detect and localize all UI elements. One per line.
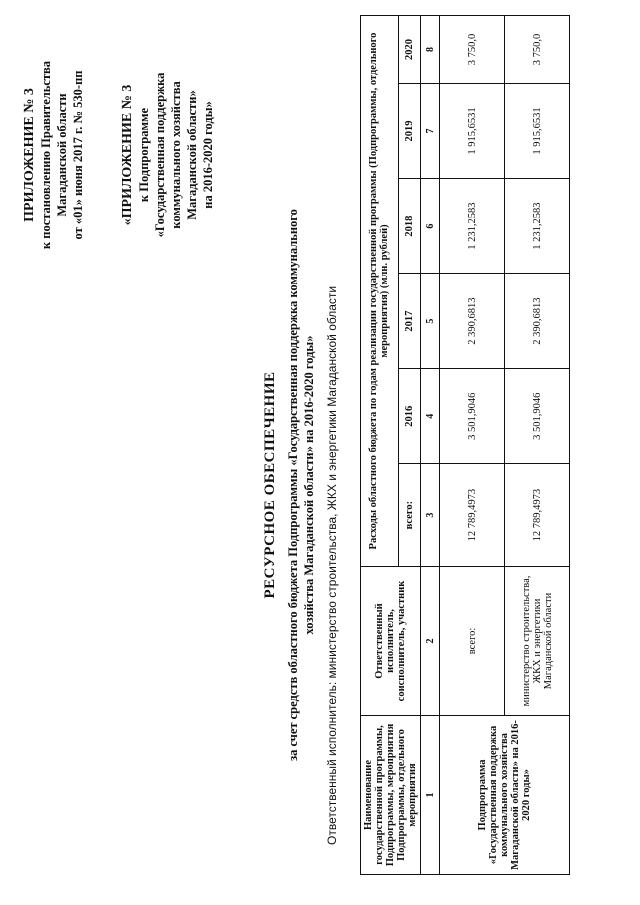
- executor-cell: министерство строительства, ЖКХ и энергетики Магаданской области: [505, 567, 570, 716]
- appendix-line: Магаданской области: [55, 93, 69, 217]
- document-subtitle: [285, 125, 317, 845]
- value-cell: 12 789,4973: [505, 464, 570, 567]
- column-number: 2: [421, 567, 440, 716]
- appendix-line: к постановлению Правительства: [39, 60, 53, 250]
- appendix-date-line: от «01» июня 2017 г. № 530-пп: [71, 70, 85, 240]
- header-year: 2018: [398, 179, 420, 274]
- table-row: [440, 16, 505, 875]
- subtitle-line: хозяйства Магаданской области» на 2016-2020 годы»: [302, 335, 316, 635]
- value-cell: 2 390,6813: [440, 274, 505, 369]
- header-name: Наименование государственной программы, Подпрограммы, мероприятия Подпрограммы, отдельного мероприятия: [361, 716, 421, 875]
- subtitle-line: за счет средств областного бюджета Подпрограммы «Государственная поддержка коммунального: [286, 209, 300, 761]
- appendix-line: на 2016-2020 годы»: [201, 101, 215, 209]
- value-cell: 3 750,0: [505, 16, 570, 84]
- appendix-title: «ПРИЛОЖЕНИЕ № 3: [120, 84, 135, 226]
- value-cell: 1 915,6531: [505, 83, 570, 178]
- header-year: 2017: [398, 274, 420, 369]
- responsible-executor-text: Ответственный исполнитель: министерство строительства, ЖКХ и энергетики Магаданской области: [325, 285, 339, 845]
- value-cell: 12 789,4973: [440, 464, 505, 567]
- column-number: 1: [421, 716, 440, 875]
- value-cell: 3 501,9046: [505, 369, 570, 464]
- column-number: 8: [421, 16, 440, 84]
- value-cell: 1 231,2583: [440, 179, 505, 274]
- appendix-line: коммунального хозяйства: [169, 81, 183, 229]
- column-number: 4: [421, 369, 440, 464]
- column-number: 3: [421, 464, 440, 567]
- resource-table: [360, 15, 570, 875]
- value-cell: 3 501,9046: [440, 369, 505, 464]
- value-cell: 2 390,6813: [505, 274, 570, 369]
- header-year: 2019: [398, 83, 420, 178]
- appendix-line: «Государственная поддержка: [153, 72, 167, 238]
- value-cell: 3 750,0: [440, 16, 505, 84]
- value-cell: 1 231,2583: [505, 179, 570, 274]
- header-year: 2016: [398, 369, 420, 464]
- document-heading: [262, 125, 317, 845]
- column-number: 7: [421, 83, 440, 178]
- appendix-resolution-block: [22, 20, 86, 290]
- appendix-title: ПРИЛОЖЕНИЕ № 3: [22, 88, 37, 222]
- header-executor: Ответственный исполнитель, соисполнитель, участник: [361, 567, 421, 716]
- header-year: 2020: [398, 16, 420, 84]
- header-year: всего:: [398, 464, 420, 567]
- document-title: РЕСУРСНОЕ ОБЕСПЕЧЕНИЕ: [262, 371, 278, 599]
- program-name-cell: Подпрограмма «Государственная поддержка коммунального хозяйства Магаданской области» на 2016-2020 годы»: [440, 716, 570, 875]
- column-number: 5: [421, 274, 440, 369]
- value-cell: 1 915,6531: [440, 83, 505, 178]
- appendix-line: Магаданской области»: [185, 90, 199, 220]
- table-header-row: [361, 16, 399, 875]
- column-number-row: [421, 16, 440, 875]
- appendix-subprogram-block: [120, 20, 216, 290]
- column-number: 6: [421, 179, 440, 274]
- header-expenses: Расходы областного бюджета по годам реализации государственной программы (Подпрограммы, отдельного мероприятия) (млн. рублей): [361, 16, 399, 567]
- appendix-line: к Подпрограмме: [137, 107, 151, 203]
- executor-cell: всего:: [440, 567, 505, 716]
